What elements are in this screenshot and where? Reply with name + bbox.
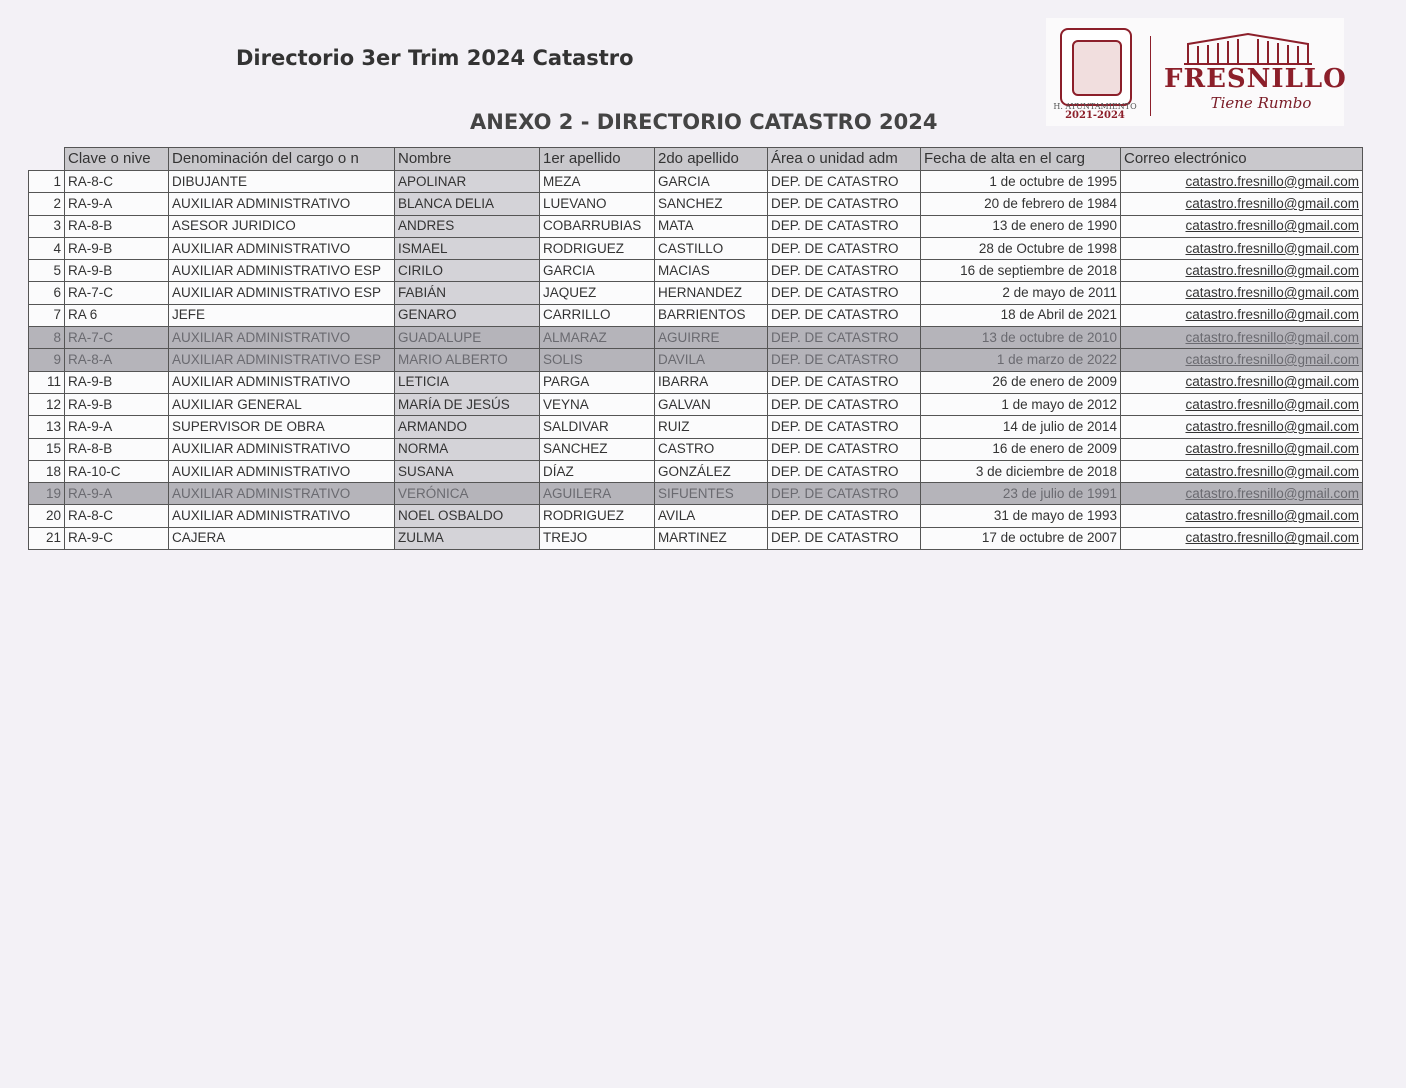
annex-title: ANEXO 2 - DIRECTORIO CATASTRO 2024	[470, 110, 938, 134]
cargo-cell: AUXILIAR ADMINISTRATIVO	[169, 483, 395, 505]
apellido2-cell: HERNANDEZ	[655, 282, 768, 304]
cargo-cell: AUXILIAR ADMINISTRATIVO	[169, 193, 395, 215]
email-cell[interactable]: catastro.fresnillo@gmail.com	[1121, 371, 1363, 393]
table-row	[29, 171, 1363, 193]
clave-cell: RA-7-C	[65, 327, 169, 349]
row-number: 1	[29, 171, 65, 193]
email-cell[interactable]: catastro.fresnillo@gmail.com	[1121, 460, 1363, 482]
cargo-cell: SUPERVISOR DE OBRA	[169, 416, 395, 438]
nombre-cell: NORMA	[395, 438, 540, 460]
clave-cell: RA 6	[65, 304, 169, 326]
cargo-cell: AUXILIAR ADMINISTRATIVO ESP	[169, 282, 395, 304]
cargo-cell: CAJERA	[169, 527, 395, 549]
row-number: 5	[29, 260, 65, 282]
table-row	[29, 393, 1363, 415]
table-row	[29, 282, 1363, 304]
fecha-cell: 1 de octubre de 1995	[921, 171, 1121, 193]
table-row	[29, 237, 1363, 259]
apellido2-cell: DAVILA	[655, 349, 768, 371]
email-cell[interactable]: catastro.fresnillo@gmail.com	[1121, 260, 1363, 282]
clave-cell: RA-8-A	[65, 349, 169, 371]
apellido2-cell: MACIAS	[655, 260, 768, 282]
header-area: Área o unidad adm	[768, 148, 921, 171]
table-row	[29, 438, 1363, 460]
area-cell: DEP. DE CATASTRO	[768, 527, 921, 549]
apellido1-cell: MEZA	[540, 171, 655, 193]
apellido2-cell: MATA	[655, 215, 768, 237]
area-cell: DEP. DE CATASTRO	[768, 237, 921, 259]
cargo-cell: AUXILIAR ADMINISTRATIVO	[169, 438, 395, 460]
row-number: 13	[29, 416, 65, 438]
table-row	[29, 460, 1363, 482]
apellido1-cell: GARCIA	[540, 260, 655, 282]
row-number: 7	[29, 304, 65, 326]
email-cell[interactable]: catastro.fresnillo@gmail.com	[1121, 416, 1363, 438]
email-cell[interactable]: catastro.fresnillo@gmail.com	[1121, 527, 1363, 549]
table-row	[29, 260, 1363, 282]
fecha-cell: 17 de octubre de 2007	[921, 527, 1121, 549]
area-cell: DEP. DE CATASTRO	[768, 393, 921, 415]
fecha-cell: 14 de julio de 2014	[921, 416, 1121, 438]
email-cell[interactable]: catastro.fresnillo@gmail.com	[1121, 215, 1363, 237]
email-cell[interactable]: catastro.fresnillo@gmail.com	[1121, 304, 1363, 326]
fecha-cell: 1 de mayo de 2012	[921, 393, 1121, 415]
fresnillo-logo	[1046, 18, 1347, 126]
area-cell: DEP. DE CATASTRO	[768, 215, 921, 237]
nombre-cell: MARIO ALBERTO	[395, 349, 540, 371]
area-cell: DEP. DE CATASTRO	[768, 171, 921, 193]
nombre-cell: ANDRES	[395, 215, 540, 237]
row-number: 4	[29, 237, 65, 259]
table-row	[29, 416, 1363, 438]
apellido1-cell: VEYNA	[540, 393, 655, 415]
row-number: 11	[29, 371, 65, 393]
document-title: Directorio 3er Trim 2024 Catastro	[236, 46, 634, 70]
fecha-cell: 23 de julio de 1991	[921, 483, 1121, 505]
seal-years: 2021-2024	[1065, 110, 1125, 121]
apellido1-cell: TREJO	[540, 527, 655, 549]
email-cell[interactable]: catastro.fresnillo@gmail.com	[1121, 282, 1363, 304]
fecha-cell: 2 de mayo de 2011	[921, 282, 1121, 304]
fecha-cell: 28 de Octubre de 1998	[921, 237, 1121, 259]
clave-cell: RA-8-B	[65, 215, 169, 237]
apellido1-cell: PARGA	[540, 371, 655, 393]
nombre-cell: LETICIA	[395, 371, 540, 393]
row-number: 3	[29, 215, 65, 237]
email-cell[interactable]: catastro.fresnillo@gmail.com	[1121, 327, 1363, 349]
cargo-cell: AUXILIAR ADMINISTRATIVO	[169, 505, 395, 527]
building-icon	[1184, 30, 1312, 66]
table-header-row	[29, 148, 1363, 171]
nombre-cell: GUADALUPE	[395, 327, 540, 349]
apellido1-cell: SALDIVAR	[540, 416, 655, 438]
header-clave: Clave o nive	[65, 148, 169, 171]
table-row	[29, 304, 1363, 326]
cargo-cell: AUXILIAR ADMINISTRATIVO	[169, 371, 395, 393]
header-correo: Correo electrónico	[1121, 148, 1363, 171]
apellido1-cell: AGUILERA	[540, 483, 655, 505]
fecha-cell: 13 de octubre de 2010	[921, 327, 1121, 349]
email-cell[interactable]: catastro.fresnillo@gmail.com	[1121, 193, 1363, 215]
area-cell: DEP. DE CATASTRO	[768, 349, 921, 371]
fecha-cell: 1 de marzo de 2022	[921, 349, 1121, 371]
header-fecha: Fecha de alta en el carg	[921, 148, 1121, 171]
apellido1-cell: RODRIGUEZ	[540, 237, 655, 259]
apellido2-cell: IBARRA	[655, 371, 768, 393]
header-apellido1: 1er apellido	[540, 148, 655, 171]
nombre-cell: ISMAEL	[395, 237, 540, 259]
apellido2-cell: MARTINEZ	[655, 527, 768, 549]
nombre-cell: BLANCA DELIA	[395, 193, 540, 215]
email-cell[interactable]: catastro.fresnillo@gmail.com	[1121, 171, 1363, 193]
clave-cell: RA-9-B	[65, 371, 169, 393]
clave-cell: RA-9-B	[65, 393, 169, 415]
row-number: 9	[29, 349, 65, 371]
clave-cell: RA-7-C	[65, 282, 169, 304]
email-cell[interactable]: catastro.fresnillo@gmail.com	[1121, 237, 1363, 259]
nombre-cell: NOEL OSBALDO	[395, 505, 540, 527]
table-row	[29, 327, 1363, 349]
area-cell: DEP. DE CATASTRO	[768, 327, 921, 349]
apellido2-cell: GALVAN	[655, 393, 768, 415]
fecha-cell: 18 de Abril de 2021	[921, 304, 1121, 326]
header-cargo: Denominación del cargo o n	[169, 148, 395, 171]
email-cell[interactable]: catastro.fresnillo@gmail.com	[1121, 349, 1363, 371]
fecha-cell: 26 de enero de 2009	[921, 371, 1121, 393]
apellido2-cell: GONZÁLEZ	[655, 460, 768, 482]
row-number: 15	[29, 438, 65, 460]
cargo-cell: JEFE	[169, 304, 395, 326]
apellido2-cell: BARRIENTOS	[655, 304, 768, 326]
clave-cell: RA-9-A	[65, 483, 169, 505]
area-cell: DEP. DE CATASTRO	[768, 193, 921, 215]
fecha-cell: 16 de enero de 2009	[921, 438, 1121, 460]
area-cell: DEP. DE CATASTRO	[768, 483, 921, 505]
apellido1-cell: ALMARAZ	[540, 327, 655, 349]
nombre-cell: ZULMA	[395, 527, 540, 549]
header-blank	[29, 148, 65, 171]
apellido2-cell: SIFUENTES	[655, 483, 768, 505]
apellido2-cell: SANCHEZ	[655, 193, 768, 215]
cargo-cell: AUXILIAR ADMINISTRATIVO	[169, 327, 395, 349]
apellido1-cell: DÍAZ	[540, 460, 655, 482]
fecha-cell: 20 de febrero de 1984	[921, 193, 1121, 215]
row-number: 21	[29, 527, 65, 549]
apellido2-cell: CASTRO	[655, 438, 768, 460]
apellido1-cell: CARRILLO	[540, 304, 655, 326]
clave-cell: RA-9-C	[65, 527, 169, 549]
apellido2-cell: GARCIA	[655, 171, 768, 193]
cargo-cell: AUXILIAR ADMINISTRATIVO	[169, 460, 395, 482]
nombre-cell: VERÓNICA	[395, 483, 540, 505]
apellido1-cell: COBARRUBIAS	[540, 215, 655, 237]
area-cell: DEP. DE CATASTRO	[768, 505, 921, 527]
table-row	[29, 483, 1363, 505]
row-number: 20	[29, 505, 65, 527]
apellido2-cell: RUIZ	[655, 416, 768, 438]
municipal-seal-icon	[1060, 28, 1132, 106]
clave-cell: RA-10-C	[65, 460, 169, 482]
fecha-cell: 31 de mayo de 1993	[921, 505, 1121, 527]
nombre-cell: ARMANDO	[395, 416, 540, 438]
apellido2-cell: AGUIRRE	[655, 327, 768, 349]
email-cell[interactable]: catastro.fresnillo@gmail.com	[1121, 393, 1363, 415]
header-nombre: Nombre	[395, 148, 540, 171]
area-cell: DEP. DE CATASTRO	[768, 371, 921, 393]
area-cell: DEP. DE CATASTRO	[768, 304, 921, 326]
apellido1-cell: JAQUEZ	[540, 282, 655, 304]
nombre-cell: GENARO	[395, 304, 540, 326]
clave-cell: RA-9-A	[65, 416, 169, 438]
table-row	[29, 371, 1363, 393]
area-cell: DEP. DE CATASTRO	[768, 282, 921, 304]
apellido1-cell: LUEVANO	[540, 193, 655, 215]
cargo-cell: AUXILIAR GENERAL	[169, 393, 395, 415]
table-row	[29, 505, 1363, 527]
fecha-cell: 3 de diciembre de 2018	[921, 460, 1121, 482]
directory-table	[28, 147, 1363, 550]
directory-table-wrapper	[28, 147, 1363, 550]
row-number: 2	[29, 193, 65, 215]
table-row	[29, 193, 1363, 215]
brand-tagline: Tiene Rumbo	[1210, 94, 1312, 112]
area-cell: DEP. DE CATASTRO	[768, 416, 921, 438]
apellido1-cell: RODRIGUEZ	[540, 505, 655, 527]
nombre-cell: MARÍA DE JESÚS	[395, 393, 540, 415]
email-cell[interactable]: catastro.fresnillo@gmail.com	[1121, 438, 1363, 460]
row-number: 6	[29, 282, 65, 304]
row-number: 18	[29, 460, 65, 482]
header-apellido2: 2do apellido	[655, 148, 768, 171]
clave-cell: RA-8-C	[65, 171, 169, 193]
area-cell: DEP. DE CATASTRO	[768, 438, 921, 460]
cargo-cell: AUXILIAR ADMINISTRATIVO ESP	[169, 349, 395, 371]
row-number: 12	[29, 393, 65, 415]
row-number: 8	[29, 327, 65, 349]
nombre-cell: FABIÁN	[395, 282, 540, 304]
nombre-cell: APOLINAR	[395, 171, 540, 193]
nombre-cell: CIRILO	[395, 260, 540, 282]
cargo-cell: DIBUJANTE	[169, 171, 395, 193]
brand-name: FRESNILLO	[1164, 64, 1347, 94]
clave-cell: RA-9-B	[65, 260, 169, 282]
clave-cell: RA-9-B	[65, 237, 169, 259]
area-cell: DEP. DE CATASTRO	[768, 460, 921, 482]
email-cell[interactable]: catastro.fresnillo@gmail.com	[1121, 505, 1363, 527]
email-cell[interactable]: catastro.fresnillo@gmail.com	[1121, 483, 1363, 505]
fecha-cell: 13 de enero de 1990	[921, 215, 1121, 237]
apellido2-cell: AVILA	[655, 505, 768, 527]
clave-cell: RA-9-A	[65, 193, 169, 215]
clave-cell: RA-8-C	[65, 505, 169, 527]
table-row	[29, 527, 1363, 549]
clave-cell: RA-8-B	[65, 438, 169, 460]
seal-caption: H. AYUNTAMIENTO	[1053, 102, 1137, 111]
area-cell: DEP. DE CATASTRO	[768, 260, 921, 282]
apellido2-cell: CASTILLO	[655, 237, 768, 259]
cargo-cell: AUXILIAR ADMINISTRATIVO	[169, 237, 395, 259]
apellido1-cell: SOLIS	[540, 349, 655, 371]
logo-divider	[1150, 36, 1151, 116]
fecha-cell: 16 de septiembre de 2018	[921, 260, 1121, 282]
cargo-cell: AUXILIAR ADMINISTRATIVO ESP	[169, 260, 395, 282]
table-row	[29, 215, 1363, 237]
row-number: 19	[29, 483, 65, 505]
apellido1-cell: SANCHEZ	[540, 438, 655, 460]
table-row	[29, 349, 1363, 371]
nombre-cell: SUSANA	[395, 460, 540, 482]
cargo-cell: ASESOR JURIDICO	[169, 215, 395, 237]
